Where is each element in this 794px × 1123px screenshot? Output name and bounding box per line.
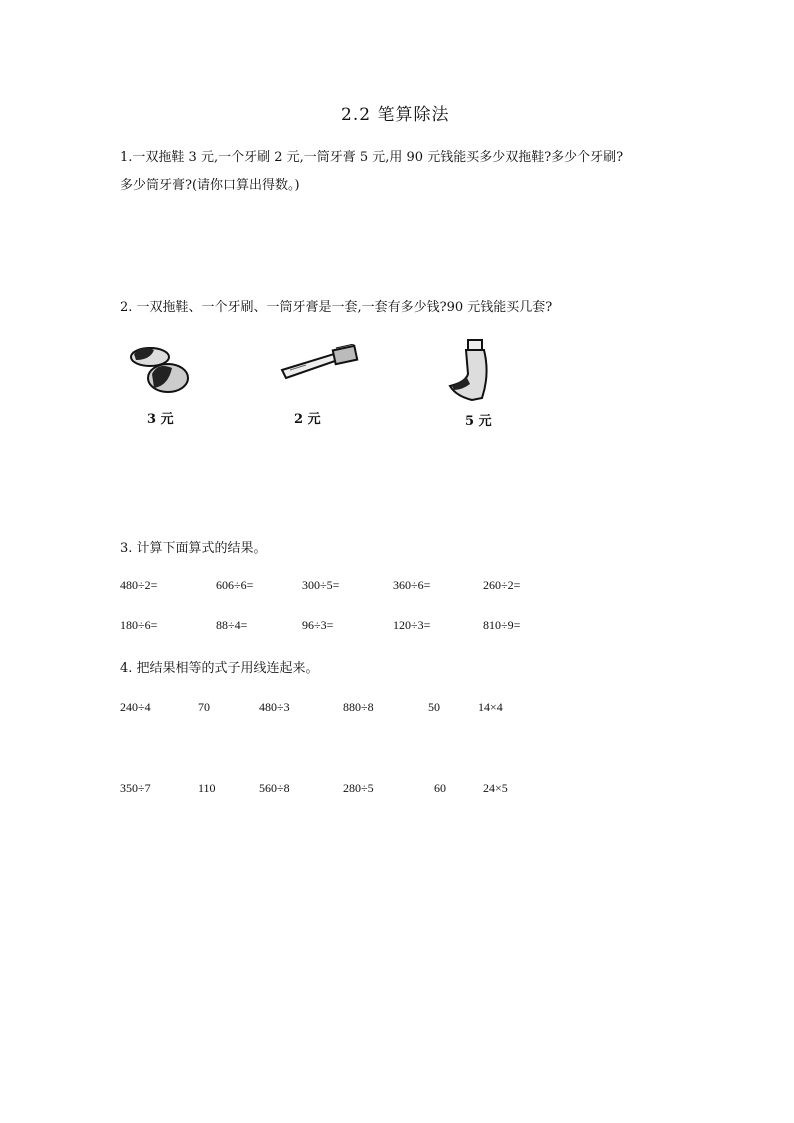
slippers-price: 3 元 (147, 412, 174, 427)
match-item: 14×4 (478, 700, 503, 714)
match-item: 24×5 (483, 781, 508, 795)
question-3-text: 3. 计算下面算式的结果。 (120, 541, 267, 556)
match-item: 280÷5 (343, 781, 374, 795)
toothpaste-price: 5 元 (465, 414, 492, 429)
match-item: 70 (198, 700, 210, 714)
expression: 480÷2= (120, 578, 158, 592)
expression: 300÷5= (302, 578, 340, 592)
question-4-text: 4. 把结果相等的式子用线连起来。 (120, 661, 319, 676)
match-item: 560÷8 (259, 781, 290, 795)
expression: 120÷3= (393, 618, 431, 632)
slippers-icon (128, 340, 192, 400)
match-item: 350÷7 (120, 781, 151, 795)
match-item: 880÷8 (343, 700, 374, 714)
expression: 260÷2= (483, 578, 521, 592)
toothbrush-icon (278, 344, 360, 386)
question-2-text: 2. 一双拖鞋、一个牙刷、一筒牙膏是一套,一套有多少钱?90 元钱能买几套? (120, 300, 553, 315)
question-1-line-2: 多少筒牙膏?(请你口算出得数。) (120, 178, 300, 193)
match-item: 110 (198, 781, 216, 795)
match-item: 480÷3 (259, 700, 290, 714)
expression: 180÷6= (120, 618, 158, 632)
question-1-line-1: 1.一双拖鞋 3 元,一个牙刷 2 元,一筒牙膏 5 元,用 90 元钱能买多少双拖鞋?多少个牙刷? (120, 150, 624, 165)
expression: 606÷6= (216, 578, 254, 592)
expression: 96÷3= (302, 618, 334, 632)
toothpaste-icon (446, 338, 496, 404)
toothbrush-price: 2 元 (294, 412, 321, 427)
match-item: 240÷4 (120, 700, 151, 714)
match-item: 60 (434, 781, 446, 795)
page-title: 2.2 笔算除法 (341, 105, 450, 125)
expression: 360÷6= (393, 578, 431, 592)
match-item: 50 (428, 700, 440, 714)
expression: 810÷9= (483, 618, 521, 632)
expression: 88÷4= (216, 618, 248, 632)
